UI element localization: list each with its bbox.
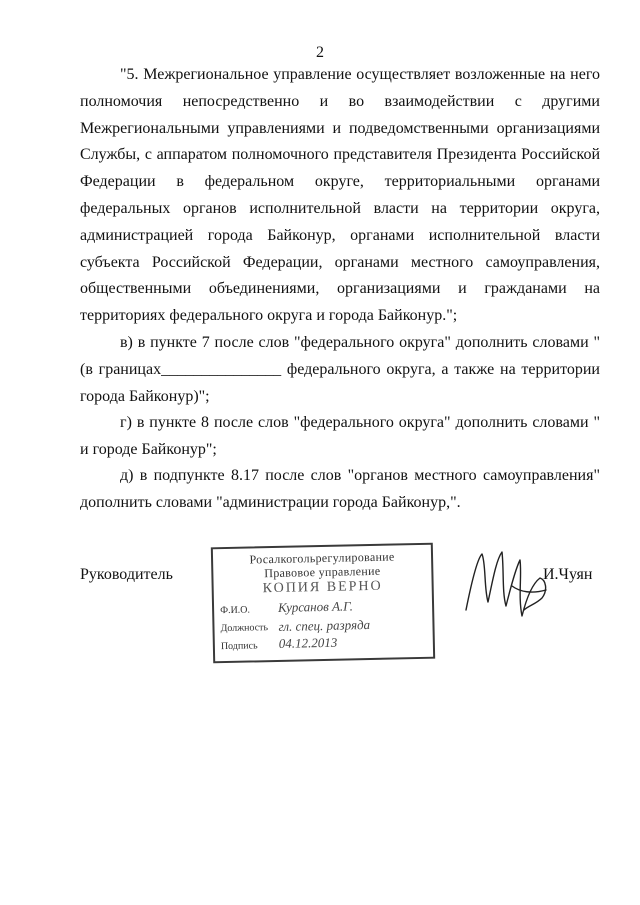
paragraph-item-d: д) в подпункте 8.17 после слов "органов местного самоуправления" дополнить словами "администрации города Байконур,".	[80, 467, 600, 511]
paragraph-item-g: г) в пункте 8 после слов "федерального округа" дополнить словами " и городе Байконур";	[80, 414, 600, 458]
paragraph-item-5: "5. Межрегиональное управление осуществляет возложенные на него полномочия непосредственно и во взаимодействии с другими Межрегиональными управлениями и подведомственными организациями Службы, с аппаратом полномочного представителя Президента Российской Федерации в федеральном округе, территориальными органами федеральных органов исполнительной власти на территории округа, администрацией города Байконур, органами исполнительной власти субъекта Российской Федерации, органами местного самоуправления, общественными объединениями, организациями и гражданами на территориях федерального округа и города Байконур.";	[80, 66, 600, 325]
copy-certified-stamp	[211, 543, 435, 664]
signatory-name: И.Чуян	[543, 566, 593, 583]
handwritten-signature	[462, 540, 552, 630]
stamp-position-value: гл. спец. разряда	[278, 617, 371, 634]
signature-position-title: Руководитель	[80, 566, 173, 583]
stamp-fio-label: Ф.И.О.	[220, 604, 251, 617]
page-number: 2	[316, 44, 324, 61]
stamp-signature-label: Подпись	[220, 640, 258, 653]
stamp-date-value: 04.12.2013	[278, 634, 338, 651]
stamp-position-label: Должность	[220, 622, 269, 635]
stamp-department: Правовое управление	[264, 563, 381, 581]
paragraph-item-v: в) в пункте 7 после слов "федерального округа" дополнить словами "(в границах_______________ федерального округа, а также на территории города Байконур)";	[80, 334, 600, 405]
stamp-organization: Росалкогольрегулирование	[249, 549, 395, 567]
stamp-fio-value: Курсанов А.Г.	[277, 598, 354, 615]
stamp-copy-certified: КОПИЯ ВЕРНО	[262, 578, 383, 597]
